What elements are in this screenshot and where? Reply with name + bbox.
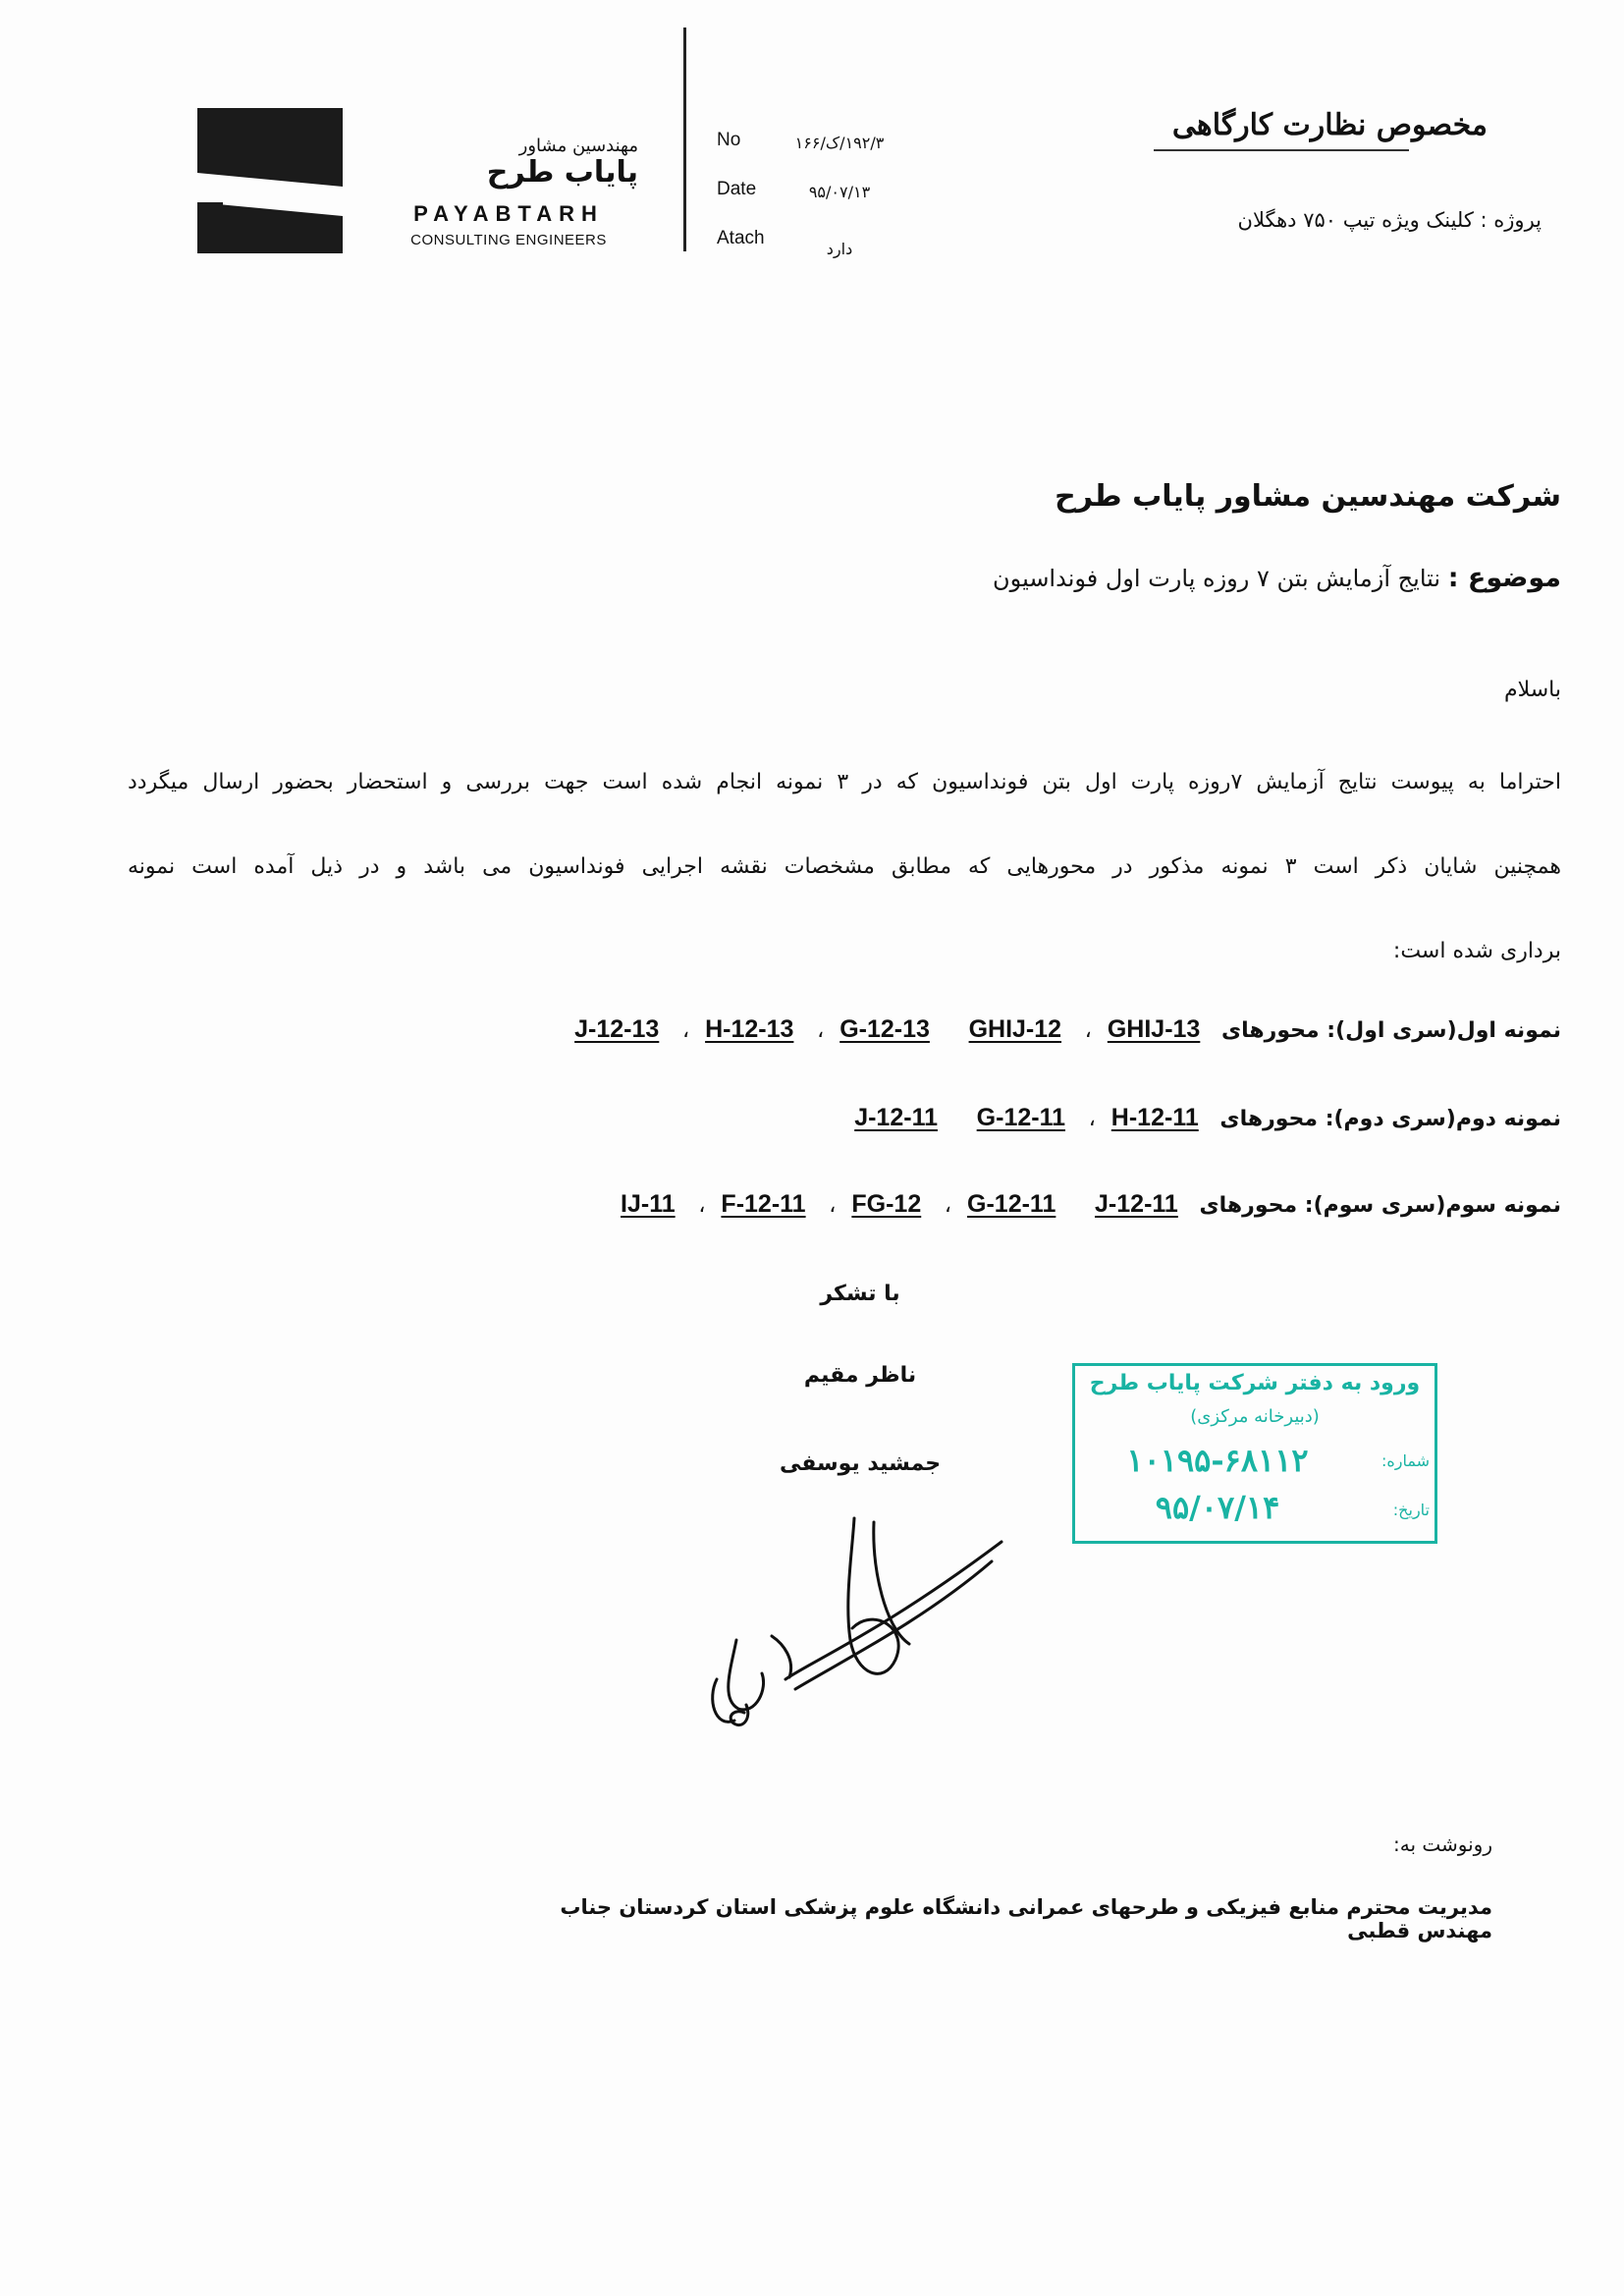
axis-separator: ، <box>944 1193 952 1218</box>
ref-no-value: ۱۹۲/۳/ک/۱۶۶ <box>794 134 885 152</box>
axis-code: J-12-11 <box>854 1104 938 1131</box>
axis-code: FG-12 <box>851 1190 922 1218</box>
logo-emblem-icon <box>197 108 343 253</box>
logo-persian-subtitle: مهندسین مشاور <box>518 136 638 156</box>
heading-underline <box>1154 149 1409 151</box>
subject-label: موضوع : <box>1447 563 1561 593</box>
axis-code: G-12-13 <box>839 1015 930 1043</box>
cc-label: رونوشت به: <box>1393 1832 1492 1856</box>
ref-attach-value: دارد <box>826 240 853 258</box>
axis-separator: ، <box>681 1018 690 1043</box>
axis-code: GHIJ-12 <box>968 1015 1062 1043</box>
axis-code: J-12-13 <box>574 1015 660 1043</box>
sample-row-3 <box>491 1190 1561 1219</box>
paragraph-line-3: برداری شده است: <box>1392 939 1561 963</box>
stamp-number-label: شماره: <box>1380 1451 1430 1470</box>
sample-label: نمونه اول(سری اول): محورهای <box>1221 1018 1561 1043</box>
header-divider <box>683 27 686 251</box>
ref-date-label: Date <box>717 179 757 199</box>
ref-date-value: ۹۵/۰۷/۱۳ <box>808 183 871 201</box>
greeting: باسلام <box>1503 678 1561 702</box>
axis-code: J-12-11 <box>1095 1190 1178 1218</box>
axis-code: IJ-11 <box>621 1190 676 1218</box>
closing-thanks: با تشکر <box>820 1282 900 1306</box>
axis-code: H-12-13 <box>705 1015 794 1043</box>
axis-separator: ، <box>829 1193 837 1218</box>
sample-label: نمونه دوم(سری دوم): محورهای <box>1219 1107 1561 1131</box>
stamp-date-label: تاریخ: <box>1392 1501 1430 1519</box>
sample-label: نمونه سوم(سری سوم): محورهای <box>1199 1193 1561 1218</box>
axis-separator: ، <box>1088 1107 1096 1131</box>
logo-english-name: PAYABTARH <box>413 201 604 226</box>
axis-code: GHIJ-13 <box>1107 1015 1201 1043</box>
axis-code: G-12-11 <box>976 1104 1066 1131</box>
stamp-date-value: ۹۵/۰۷/۱۴ <box>1155 1489 1280 1526</box>
axis-separator: ، <box>817 1018 825 1043</box>
stamp-title: ورود به دفتر شرکت پایاب طرح <box>1089 1371 1421 1395</box>
company-logo-mark <box>197 108 343 253</box>
axis-code: F-12-11 <box>721 1190 806 1218</box>
closing-name: جمشید یوسفی <box>779 1451 942 1476</box>
axis-separator: ، <box>698 1193 706 1218</box>
stamp-number-value: ۱۰۱۹۵-۶۸۱۱۲ <box>1126 1442 1309 1479</box>
sample-row-2 <box>491 1104 1561 1132</box>
ref-no-label: No <box>717 130 741 150</box>
ref-attach-label: Atach <box>717 228 765 248</box>
logo-persian-name: پایاب طرح <box>486 155 638 190</box>
stamp-subtitle: (دبیرخانه مرکزی) <box>1190 1406 1320 1427</box>
logo-english-subtitle: CONSULTING ENGINEERS <box>410 232 607 248</box>
axis-separator: ، <box>1084 1018 1092 1043</box>
project-line: پروژه : کلینک ویژه تیپ ۷۵۰ دهگلان <box>1237 208 1542 232</box>
cc-recipient: مدیریت محترم منابع فیزیکی و طرحهای عمرانی دانشگاه علوم پزشکی استان کردستان جناب مهندس قطبی <box>560 1895 1492 1942</box>
subject-line <box>687 563 1561 593</box>
axis-code: G-12-11 <box>967 1190 1056 1218</box>
paragraph-line-1: احتراما به پیوست نتایج آزمایش ۷روزه پارت اول بتن فونداسیون که در ۳ نمونه انجام شده است جهت بررسی و استحضار بحضور ارسال میگردد <box>128 770 1561 794</box>
handwritten-signature <box>677 1512 1011 1748</box>
sample-row-1 <box>491 1015 1561 1044</box>
axis-code: H-12-11 <box>1110 1104 1199 1131</box>
paragraph-line-2: همچنین شایان ذکر است ۳ نمونه مذکور در محورهایی که مطابق مشخصات نقشه اجرایی فونداسیون می باشد و در ذیل آمده است نمونه <box>128 854 1561 879</box>
site-supervision-heading: مخصوص نظارت کارگاهی <box>1171 108 1488 142</box>
closing-role: ناظر مقیم <box>803 1363 917 1388</box>
addressee-company: شرکت مهندسین مشاور پایاب طرح <box>1055 479 1561 514</box>
subject-text: نتایج آزمایش بتن ۷ روزه پارت اول فونداسیون <box>993 565 1441 592</box>
